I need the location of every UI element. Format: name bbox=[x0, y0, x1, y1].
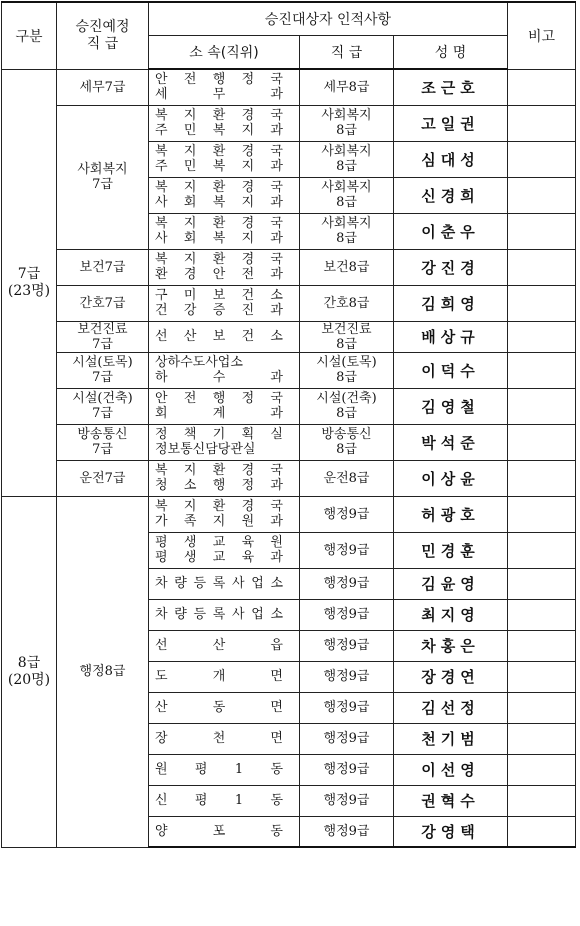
rank-cell: 행정9급 bbox=[300, 785, 394, 816]
header-rank: 직 급 bbox=[300, 36, 394, 70]
remarks-cell bbox=[508, 723, 576, 754]
table-row bbox=[2, 285, 576, 321]
rank-cell: 행정9급 bbox=[300, 754, 394, 785]
remarks-cell bbox=[508, 285, 576, 321]
affiliation-line: 환 경 안 전 과 bbox=[155, 267, 283, 282]
name-cell: 김영철 bbox=[394, 388, 508, 424]
table-row bbox=[2, 424, 576, 460]
header-promo-position-text: 승진예정 직 급 bbox=[75, 18, 130, 52]
promotion-roster-table bbox=[1, 1, 576, 848]
affiliation-line: 평 생 교 육 원 bbox=[155, 535, 283, 550]
name-cell: 권혁수 bbox=[394, 785, 508, 816]
name-cell: 신경희 bbox=[394, 177, 508, 213]
affiliation-cell bbox=[149, 460, 300, 496]
name-cell: 허광호 bbox=[394, 496, 508, 532]
remarks-cell bbox=[508, 177, 576, 213]
promo-position-cell: 세무7급 bbox=[57, 69, 149, 105]
affiliation-cell bbox=[149, 177, 300, 213]
remarks-cell bbox=[508, 424, 576, 460]
affiliation-line: 주 민 복 지 과 bbox=[155, 123, 283, 138]
remarks-cell bbox=[508, 321, 576, 352]
affiliation-cell bbox=[149, 692, 300, 723]
remarks-cell bbox=[508, 692, 576, 723]
affiliation-line: 복 지 환 경 국 bbox=[155, 216, 283, 231]
rank-cell: 사회복지 8급 bbox=[300, 141, 394, 177]
grade-cell: 7급 (23명) bbox=[2, 69, 57, 496]
remarks-cell bbox=[508, 630, 576, 661]
affiliation-cell bbox=[149, 568, 300, 599]
affiliation-line: 상하수도사업소 bbox=[155, 355, 243, 370]
affiliation-cell bbox=[149, 249, 300, 285]
affiliation-line: 세 무 과 bbox=[155, 87, 283, 103]
affiliation-line: 정 책 기 획 실 bbox=[155, 427, 283, 442]
remarks-cell bbox=[508, 816, 576, 847]
table-row bbox=[2, 460, 576, 496]
remarks-cell bbox=[508, 568, 576, 599]
name-cell: 김윤영 bbox=[394, 568, 508, 599]
affiliation-cell bbox=[149, 424, 300, 460]
promo-position-cell: 보건7급 bbox=[57, 249, 149, 285]
name-cell: 강영택 bbox=[394, 816, 508, 847]
rank-cell: 사회복지 8급 bbox=[300, 105, 394, 141]
affiliation-line: 산 동 면 bbox=[155, 700, 283, 715]
affiliation-line: 사 회 복 지 과 bbox=[155, 195, 283, 210]
affiliation-line: 정보통신담당관실 bbox=[155, 442, 256, 457]
affiliation-line: 장 천 면 bbox=[155, 731, 283, 746]
name-cell: 천기범 bbox=[394, 723, 508, 754]
affiliation-line: 복 지 환 경 국 bbox=[155, 463, 283, 478]
affiliation-line: 안 전 행 정 국 bbox=[155, 72, 283, 88]
affiliation-line: 가 족 지 원 과 bbox=[155, 514, 283, 529]
rank-cell: 행정9급 bbox=[300, 568, 394, 599]
rank-cell: 사회복지 8급 bbox=[300, 177, 394, 213]
affiliation-line: 양 포 동 bbox=[155, 823, 283, 839]
name-cell: 차홍은 bbox=[394, 630, 508, 661]
affiliation-line: 복 지 환 경 국 bbox=[155, 252, 283, 267]
name-cell: 최지영 bbox=[394, 599, 508, 630]
affiliation-line: 선 산 보 건 소 bbox=[155, 329, 283, 344]
name-cell: 김희영 bbox=[394, 285, 508, 321]
affiliation-line: 복 지 환 경 국 bbox=[155, 144, 283, 159]
rank-cell: 시설(건축) 8급 bbox=[300, 388, 394, 424]
affiliation-line: 청 소 행 정 과 bbox=[155, 478, 283, 493]
table-row bbox=[2, 352, 576, 388]
rank-cell: 행정9급 bbox=[300, 661, 394, 692]
rank-cell: 행정9급 bbox=[300, 723, 394, 754]
affiliation-cell bbox=[149, 630, 300, 661]
affiliation-cell bbox=[149, 321, 300, 352]
affiliation-cell bbox=[149, 661, 300, 692]
remarks-cell bbox=[508, 388, 576, 424]
rank-cell: 행정9급 bbox=[300, 630, 394, 661]
remarks-cell bbox=[508, 213, 576, 249]
promo-position-cell: 운전7급 bbox=[57, 460, 149, 496]
affiliation-cell bbox=[149, 816, 300, 847]
rank-cell: 행정9급 bbox=[300, 692, 394, 723]
name-cell: 김선정 bbox=[394, 692, 508, 723]
promo-position-cell: 방송통신 7급 bbox=[57, 424, 149, 460]
remarks-cell bbox=[508, 532, 576, 568]
rank-cell: 행정9급 bbox=[300, 532, 394, 568]
name-cell: 이춘우 bbox=[394, 213, 508, 249]
affiliation-line: 도 개 면 bbox=[155, 669, 283, 684]
table-row bbox=[2, 249, 576, 285]
remarks-cell bbox=[508, 785, 576, 816]
remarks-cell bbox=[508, 352, 576, 388]
table-row bbox=[2, 496, 576, 532]
header-affiliation: 소 속(직위) bbox=[149, 36, 300, 70]
rank-cell: 보건8급 bbox=[300, 249, 394, 285]
table-row bbox=[2, 321, 576, 352]
affiliation-line: 원 평 1 동 bbox=[155, 762, 283, 777]
name-cell: 박석준 bbox=[394, 424, 508, 460]
affiliation-cell bbox=[149, 69, 300, 105]
table-row bbox=[2, 105, 576, 141]
affiliation-line: 사 회 복 지 과 bbox=[155, 231, 283, 246]
affiliation-cell bbox=[149, 285, 300, 321]
name-cell: 이덕수 bbox=[394, 352, 508, 388]
header-category: 구분 bbox=[2, 2, 57, 69]
remarks-cell bbox=[508, 69, 576, 105]
remarks-cell bbox=[508, 599, 576, 630]
affiliation-cell bbox=[149, 532, 300, 568]
affiliation-line: 주 민 복 지 과 bbox=[155, 159, 283, 174]
promo-position-cell: 시설(건축) 7급 bbox=[57, 388, 149, 424]
affiliation-line: 선 산 읍 bbox=[155, 638, 283, 653]
grade-cell: 8급 (20명) bbox=[2, 496, 57, 847]
affiliation-cell bbox=[149, 723, 300, 754]
affiliation-line: 신 평 1 동 bbox=[155, 793, 283, 808]
affiliation-line: 복 지 환 경 국 bbox=[155, 180, 283, 195]
name-cell: 고일권 bbox=[394, 105, 508, 141]
affiliation-line: 차 량 등 록 사 업 소 bbox=[155, 576, 283, 591]
affiliation-line: 건 강 증 진 과 bbox=[155, 303, 283, 318]
name-cell: 심대성 bbox=[394, 141, 508, 177]
affiliation-line: 평 생 교 육 과 bbox=[155, 550, 283, 565]
rank-cell: 사회복지 8급 bbox=[300, 213, 394, 249]
rank-cell: 행정9급 bbox=[300, 816, 394, 847]
affiliation-line: 복 지 환 경 국 bbox=[155, 499, 283, 514]
name-cell: 이선영 bbox=[394, 754, 508, 785]
header-remarks: 비고 bbox=[508, 2, 576, 69]
affiliation-cell bbox=[149, 388, 300, 424]
remarks-cell bbox=[508, 661, 576, 692]
affiliation-cell bbox=[149, 213, 300, 249]
rank-cell: 간호8급 bbox=[300, 285, 394, 321]
remarks-cell bbox=[508, 460, 576, 496]
remarks-cell bbox=[508, 754, 576, 785]
affiliation-cell bbox=[149, 599, 300, 630]
affiliation-cell bbox=[149, 496, 300, 532]
affiliation-cell bbox=[149, 105, 300, 141]
table-row bbox=[2, 69, 576, 105]
remarks-cell bbox=[508, 496, 576, 532]
rank-cell: 행정9급 bbox=[300, 496, 394, 532]
name-cell: 이상윤 bbox=[394, 460, 508, 496]
affiliation-line: 안 전 행 정 국 bbox=[155, 391, 283, 406]
promo-position-cell: 행정8급 bbox=[57, 496, 149, 847]
promo-position-cell: 간호7급 bbox=[57, 285, 149, 321]
rank-cell: 시설(토목) 8급 bbox=[300, 352, 394, 388]
rank-cell: 세무8급 bbox=[300, 69, 394, 105]
affiliation-cell bbox=[149, 352, 300, 388]
header-promo-position bbox=[57, 2, 149, 69]
affiliation-line: 회 계 과 bbox=[155, 406, 283, 421]
header-name: 성 명 bbox=[394, 36, 508, 70]
rank-cell: 방송통신 8급 bbox=[300, 424, 394, 460]
affiliation-cell bbox=[149, 141, 300, 177]
header-candidate-info: 승진대상자 인적사항 bbox=[149, 2, 508, 36]
name-cell: 조근호 bbox=[394, 69, 508, 105]
promo-position-cell: 보건진료 7급 bbox=[57, 321, 149, 352]
name-cell: 강진경 bbox=[394, 249, 508, 285]
affiliation-line: 하 수 과 bbox=[155, 370, 283, 385]
affiliation-line: 구 미 보 건 소 bbox=[155, 288, 283, 303]
name-cell: 민경훈 bbox=[394, 532, 508, 568]
rank-cell: 운전8급 bbox=[300, 460, 394, 496]
affiliation-line: 복 지 환 경 국 bbox=[155, 108, 283, 123]
affiliation-line: 차 량 등 록 사 업 소 bbox=[155, 607, 283, 622]
rank-cell: 보건진료 8급 bbox=[300, 321, 394, 352]
promo-position-cell: 시설(토목) 7급 bbox=[57, 352, 149, 388]
roster-body bbox=[2, 69, 576, 847]
remarks-cell bbox=[508, 105, 576, 141]
remarks-cell bbox=[508, 141, 576, 177]
affiliation-cell bbox=[149, 785, 300, 816]
rank-cell: 행정9급 bbox=[300, 599, 394, 630]
promo-position-cell: 사회복지 7급 bbox=[57, 105, 149, 249]
table-row bbox=[2, 388, 576, 424]
remarks-cell bbox=[508, 249, 576, 285]
name-cell: 배상규 bbox=[394, 321, 508, 352]
name-cell: 장경연 bbox=[394, 661, 508, 692]
affiliation-cell bbox=[149, 754, 300, 785]
